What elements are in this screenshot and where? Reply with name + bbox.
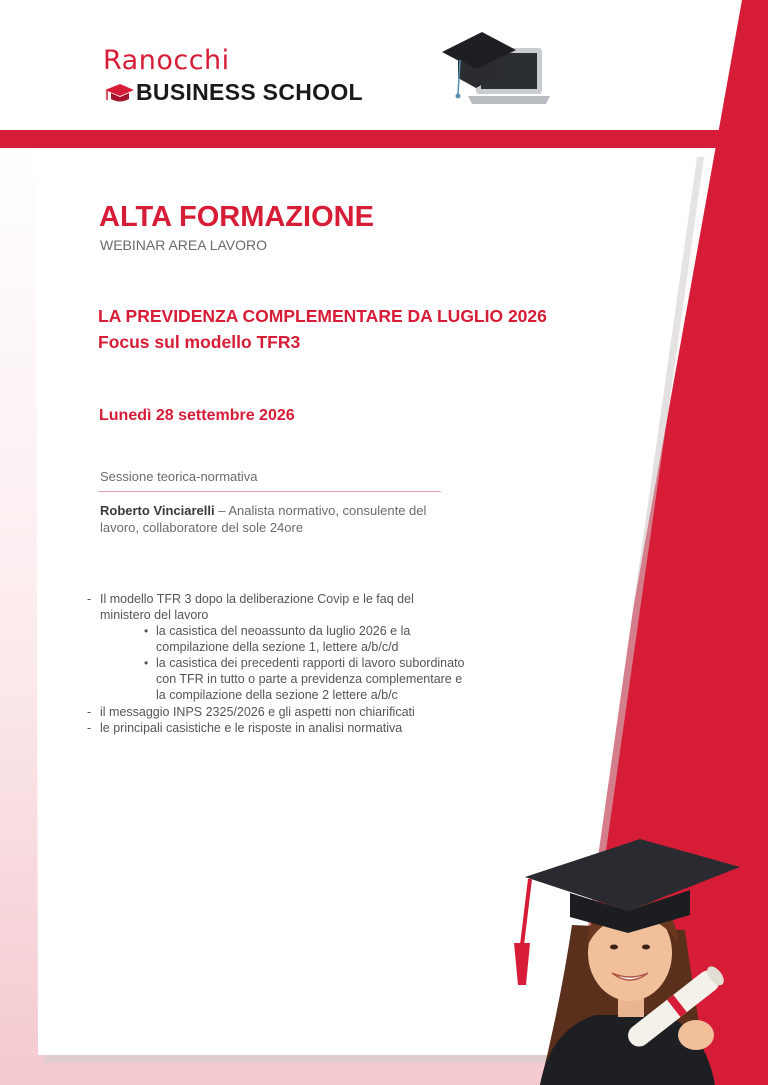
- graduate-student-image: [500, 835, 768, 1085]
- program-item-1-line1: Il modello TFR 3 dopo la deliberazione Covip e le faq del: [100, 592, 414, 606]
- event-date: Lunedì 28 settembre 2026: [99, 407, 295, 424]
- laptop-graduation-cap-icon: [438, 28, 553, 110]
- list-dash: -: [87, 592, 92, 606]
- session-label: Sessione teorica-normativa: [100, 469, 258, 484]
- speaker-name: Roberto Vinciarelli: [100, 503, 215, 518]
- program-sub-1-line1: la casistica del neoassunto da luglio 2026 e la: [156, 624, 411, 638]
- program-item-1-line2: ministero del lavoro: [100, 608, 209, 622]
- page-subtitle: WEBINAR AREA LAVORO: [100, 237, 268, 253]
- divider: [98, 491, 441, 492]
- graduation-cap-icon: [103, 82, 135, 104]
- program-sub-2-line3: la compilazione della sezione 2 lettere a/b/c: [156, 688, 398, 702]
- speaker-info: [100, 503, 440, 536]
- program-item-2: il messaggio INPS 2325/2026 e gli aspetti non chiarificati: [100, 705, 415, 719]
- list-bullet: •: [144, 656, 149, 670]
- page-title: ALTA FORMAZIONE: [99, 201, 374, 233]
- course-title: LA PREVIDENZA COMPLEMENTARE DA LUGLIO 2026: [98, 306, 547, 326]
- list-dash: -: [87, 721, 92, 735]
- program-item-3: le principali casistiche e le risposte in analisi normativa: [100, 721, 403, 735]
- list-dash: -: [87, 705, 92, 719]
- brand-name: Ranocchi: [103, 45, 230, 76]
- program-sub-2-line1: la casistica dei precedenti rapporti di lavoro subordinato: [156, 656, 465, 670]
- brand-subtitle: BUSINESS SCHOOL: [136, 79, 363, 105]
- program-sub-1-line2: compilazione della sezione 1, lettere a/b/c/d: [156, 640, 399, 654]
- program-sub-2-line2: con TFR in tutto o parte a previdenza complementare e: [156, 672, 463, 686]
- speaker-role: – Analista normativo, consulente del lavoro, collaboratore del sole 24ore: [100, 503, 427, 535]
- course-subtitle: Focus sul modello TFR3: [98, 332, 301, 352]
- list-bullet: •: [144, 624, 149, 638]
